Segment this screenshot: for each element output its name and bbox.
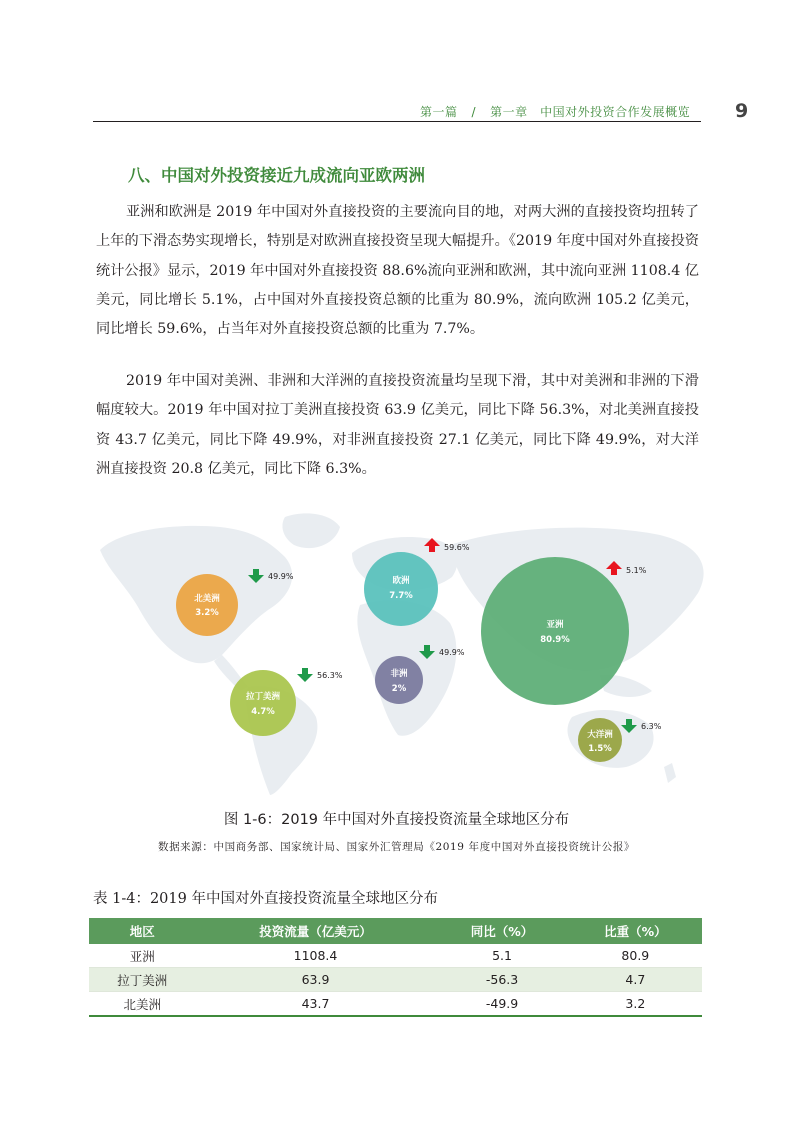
header-rule bbox=[93, 121, 701, 122]
section-title: 八、中国对外投资接近九成流向亚欧两洲 bbox=[128, 166, 425, 185]
down-arrow-icon bbox=[297, 668, 313, 682]
bubble-europe-share: 7.7% bbox=[389, 591, 413, 601]
table-cell: 3.2 bbox=[569, 992, 702, 1017]
body-paragraph-1: 亚洲和欧洲是 2019 年中国对外直接投资的主要流向目的地，对两大洲的直接投资均扭转了上年的下滑态势实现增长，特别是对欧洲直接投资呈现大幅提升。《2019 年度中国对外直接投资统计公报》显示，2019 年中国对外直接投资 88.6%流向亚洲和欧洲，其中流向亚洲 1108.4 亿美元，同比增长 5.1%，占中国对外直接投资总额的比重为 80.9%，流向欧洲 105.2 亿美元，同比增长 59.6%，占当年对外直接投资总额的比重为 7.7%。 bbox=[96, 204, 699, 338]
investment-table bbox=[89, 918, 702, 1017]
world-investment-map bbox=[0, 505, 793, 795]
change-asia-value: 5.1% bbox=[626, 566, 647, 575]
figure-caption: 图 1-6：2019 年中国对外直接投资流量全球地区分布 bbox=[223, 812, 570, 828]
change-north-america-value: 49.9% bbox=[268, 572, 294, 581]
header-separator: / bbox=[471, 105, 477, 119]
bubble-oceania-name: 大洋洲 bbox=[587, 730, 613, 740]
change-europe-value: 59.6% bbox=[444, 543, 470, 552]
bubble-north-america bbox=[176, 574, 238, 636]
table-row bbox=[89, 992, 702, 1017]
running-header bbox=[420, 103, 690, 120]
table-cell: 亚洲 bbox=[89, 944, 196, 968]
change-africa-value: 49.9% bbox=[439, 648, 465, 657]
change-latin-america-value: 56.3% bbox=[317, 671, 343, 680]
body-paragraph-2: 2019 年中国对美洲、非洲和大洋洲的直接投资流量均呈现下滑，其中对美洲和非洲的下滑幅度较大。2019 年中国对拉丁美洲直接投资 63.9 亿美元，同比下降 56.3%，对北美洲直接投资 43.7 亿美元，同比下降 49.9%，对非洲直接投资 27.1 亿美元，同比下降 49.9%，对大洋洲直接投资 20.8 亿美元，同比下降 6.3%。 bbox=[96, 373, 699, 477]
bubble-africa bbox=[375, 656, 423, 704]
landmass-greenland bbox=[282, 513, 340, 548]
table-header-cell: 同比（%） bbox=[435, 918, 568, 944]
table-header-row bbox=[89, 918, 702, 944]
bubble-oceania-circle bbox=[578, 718, 622, 762]
table-row bbox=[89, 944, 702, 968]
header-chapter: 第一章 中国对外投资合作发展概览 bbox=[490, 105, 691, 119]
table-caption: 表 1-4：2019 年中国对外直接投资流量全球地区分布 bbox=[93, 891, 438, 907]
bubble-asia-circle bbox=[481, 557, 629, 705]
bubble-oceania-share: 1.5% bbox=[588, 744, 612, 754]
bubble-europe-circle bbox=[364, 552, 438, 626]
bubble-europe bbox=[364, 552, 438, 626]
bubble-latin-america bbox=[230, 670, 296, 736]
table-cell: -49.9 bbox=[435, 992, 568, 1017]
change-oceania-value: 6.3% bbox=[641, 722, 662, 731]
table-cell: 63.9 bbox=[196, 968, 436, 992]
header-part: 第一篇 bbox=[420, 105, 458, 119]
change-oceania bbox=[621, 719, 662, 733]
bubble-latin-america-circle bbox=[230, 670, 296, 736]
bubble-asia-share: 80.9% bbox=[540, 635, 570, 645]
table-header-cell: 比重（%） bbox=[569, 918, 702, 944]
change-latin-america bbox=[297, 668, 343, 682]
figure-source: 数据来源：中国商务部、国家统计局、国家外汇管理局《2019 年度中国对外直接投资统计公报》 bbox=[157, 841, 636, 853]
table-cell: 43.7 bbox=[196, 992, 436, 1017]
bubble-north-america-share: 3.2% bbox=[195, 608, 219, 618]
bubble-asia bbox=[481, 557, 629, 705]
change-north-america bbox=[248, 569, 294, 583]
table-cell: 拉丁美洲 bbox=[89, 968, 196, 992]
bubble-latin-america-name: 拉丁美洲 bbox=[245, 692, 281, 702]
bubble-africa-circle bbox=[375, 656, 423, 704]
table-cell: 5.1 bbox=[435, 944, 568, 968]
bubble-europe-name: 欧洲 bbox=[392, 576, 410, 586]
table-cell: 80.9 bbox=[569, 944, 702, 968]
table-cell: 1108.4 bbox=[196, 944, 436, 968]
bubble-north-america-circle bbox=[176, 574, 238, 636]
bubble-asia-name: 亚洲 bbox=[546, 620, 564, 630]
table-row bbox=[89, 968, 702, 992]
table-header-cell: 投资流量（亿美元） bbox=[196, 918, 436, 944]
page-number: 9 bbox=[735, 100, 749, 122]
landmass-new-zealand bbox=[664, 763, 676, 783]
bubble-north-america-name: 北美洲 bbox=[194, 594, 220, 604]
bubble-africa-name: 非洲 bbox=[390, 669, 408, 679]
table-cell: 4.7 bbox=[569, 968, 702, 992]
table-cell: 北美洲 bbox=[89, 992, 196, 1017]
change-africa bbox=[419, 645, 465, 659]
bubble-africa-share: 2% bbox=[391, 684, 407, 694]
bubble-latin-america-share: 4.7% bbox=[251, 707, 275, 717]
bubble-oceania bbox=[578, 718, 622, 762]
table-cell: -56.3 bbox=[435, 968, 568, 992]
table-header-cell: 地区 bbox=[89, 918, 196, 944]
change-europe bbox=[424, 538, 470, 552]
